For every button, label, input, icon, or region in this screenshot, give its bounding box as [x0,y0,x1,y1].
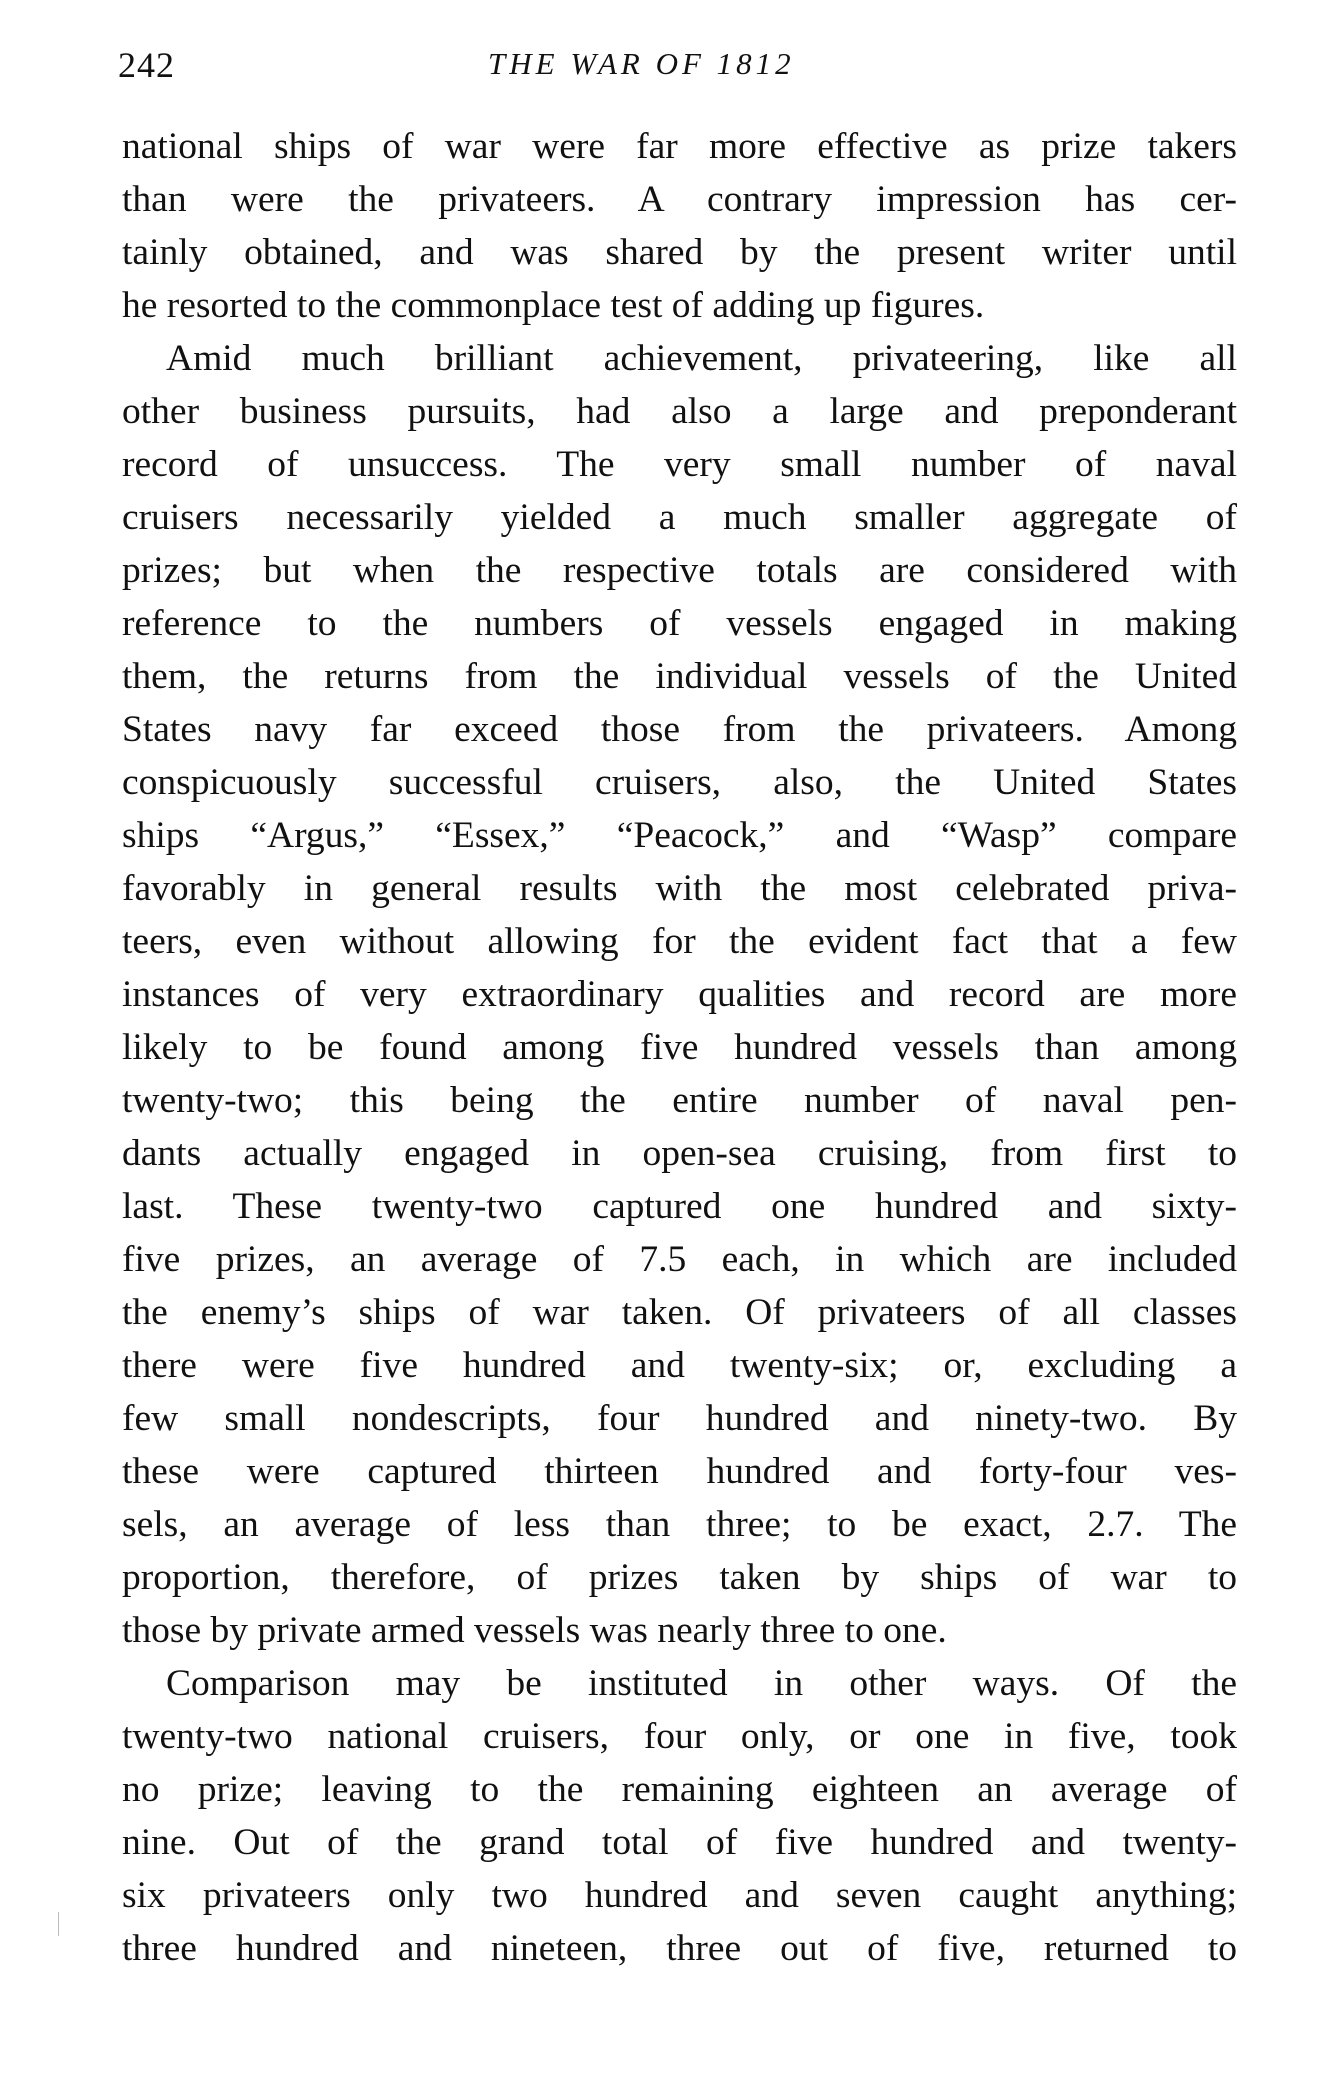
text-line: than were the privateers. A contrary impression has cer- [122,179,1237,220]
text-line: instances of very extraordinary qualities and record are more [122,974,1237,1015]
text-line: few small nondescripts, four hundred and ninety-two. By [122,1398,1237,1439]
text-line: cruisers necessarily yielded a much smaller aggregate of [122,497,1237,538]
text-line: three hundred and nineteen, three out of five, returned to [122,1928,1237,1969]
text-line: teers, even without allowing for the evident fact that a few [122,921,1237,962]
text-line: sels, an average of less than three; to be exact, 2.7. The [122,1504,1237,1545]
text-line: other business pursuits, had also a large and preponderant [122,391,1237,432]
text-line: six privateers only two hundred and seven caught anything; [122,1875,1237,1916]
text-line: last. These twenty-two captured one hundred and sixty- [122,1186,1237,1227]
running-head [118,44,1238,94]
text-line: no prize; leaving to the remaining eighteen an average of [122,1769,1237,1810]
text-line: States navy far exceed those from the privateers. Among [122,709,1237,750]
text-line: twenty-two national cruisers, four only, or one in five, took [122,1716,1237,1757]
margin-mark [58,1912,59,1936]
text-line: these were captured thirteen hundred and forty-four ves- [122,1451,1237,1492]
text-line: five prizes, an average of 7.5 each, in which are included [122,1239,1237,1280]
page-number: 242 [118,45,175,85]
text-line: them, the returns from the individual vessels of the United [122,656,1237,697]
text-line: record of unsuccess. The very small number of naval [122,444,1237,485]
text-line: conspicuously successful cruisers, also, the United States [122,762,1237,803]
text-line: he resorted to the commonplace test of adding up figures. [122,285,985,326]
text-line: ships “Argus,” “Essex,” “Peacock,” and “Wasp” compare [122,815,1237,856]
text-line: twenty-two; this being the entire number of naval pen- [122,1080,1237,1121]
text-line: there were five hundred and twenty-six; or, excluding a [122,1345,1237,1386]
text-line: Amid much brilliant achievement, privateering, like all [166,338,1237,379]
text-line: the enemy’s ships of war taken. Of privateers of all classes [122,1292,1237,1333]
text-line: likely to be found among five hundred vessels than among [122,1027,1237,1068]
running-title: THE WAR OF 1812 [488,46,795,81]
text-line: tainly obtained, and was shared by the present writer until [122,232,1237,273]
text-line: nine. Out of the grand total of five hundred and twenty- [122,1822,1237,1863]
text-line: prizes; but when the respective totals are considered with [122,550,1237,591]
text-line: Comparison may be instituted in other ways. Of the [166,1663,1237,1704]
text-line: national ships of war were far more effective as prize takers [122,126,1237,167]
text-line: dants actually engaged in open-sea cruising, from first to [122,1133,1237,1174]
body-text [122,120,1237,1975]
text-line: those by private armed vessels was nearly three to one. [122,1610,947,1651]
text-line: reference to the numbers of vessels engaged in making [122,603,1237,644]
text-line: proportion, therefore, of prizes taken by ships of war to [122,1557,1237,1598]
text-line: favorably in general results with the most celebrated priva- [122,868,1237,909]
